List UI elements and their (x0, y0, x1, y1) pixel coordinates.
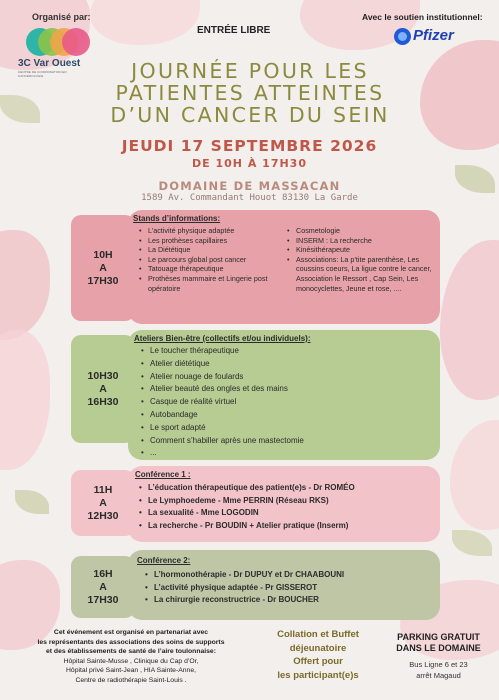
session-title-2: Ateliers Bien-être (collectifs et/ou individuels): (134, 334, 311, 343)
bus-info: Bus Ligne 6 et 23 arrêt Magaud (409, 660, 468, 680)
parking-info: PARKING GRATUIT DANS LE DOMAINE (396, 632, 481, 653)
event-hours: DE 10H À 17H30 (192, 157, 307, 170)
support-label: Avec le soutien institutionnel: (362, 12, 483, 22)
conference-2-list (144, 569, 434, 607)
list-item: • Le toucher thérapeutique (140, 345, 435, 358)
logo-name: 3C Var Ouest (18, 58, 81, 69)
list-item: • L’éducation thérapeutique des patient(e)s - Dr ROMÉO (138, 482, 436, 495)
stands-list-col1 (138, 226, 280, 293)
stands-list-col2 (286, 226, 438, 293)
list-item: • Atelier diététique (140, 358, 435, 371)
list-item: • Prothèses mammaire et Lingerie post opératoire (138, 274, 280, 293)
title-line-2: PATIENTES ATTEINTES (115, 81, 385, 105)
list-item: • Associations: La p’tite parenthèse, Les coussins coeurs, La ligue contre le cancer, Association le Ressort , Cap Sein, Les monocyclettes, Jeune et rose, .... (286, 255, 438, 293)
list-item: • Cosmetologie (286, 226, 438, 236)
list-item: • Le Lymphoedeme - Mme PERRIN (Réseau RKS) (138, 495, 436, 508)
list-item: • Atelier beauté des ongles et des mains (140, 383, 435, 396)
logo-subtitle: CENTRE DE COORDINATION EN CANCÉROLOGIE (18, 70, 67, 78)
list-item: • ... (140, 447, 435, 460)
list-item: • La recherche - Pr BOUDIN + Atelier pratique (Inserm) (138, 520, 436, 533)
session-time-4: 16H A 17H30 (71, 556, 135, 618)
sponsor-name: Pfizer (413, 27, 454, 44)
partners-text: Cet événement est organisé en partenariat avec les représentants des associations des soins de supports et des établissements de santé de l’aire toulonnaise: Hôpital Sainte-Musse , Clinique du Cap d’Or, Hôpital privé Saint-Jean , HIA Sainte-Anne, Centre de radiothérapie Saint-Louis . (37, 629, 225, 684)
conference-1-list (138, 482, 436, 532)
list-item: • Kinésithérapeute (286, 245, 438, 255)
list-item: • Tatouage thérapeutique (138, 264, 280, 274)
session-time-1: 10H A 17H30 (71, 215, 135, 321)
buffet-info: Collation et Buffet déjeunatoire Offert pour les participant(e)s (277, 629, 359, 681)
list-item: • Le parcours global post cancer (138, 255, 280, 265)
venue-address: 1589 Av. Commandant Houot 83130 La Garde (141, 193, 358, 203)
venue-name: DOMAINE DE MASSACAN (158, 179, 341, 193)
workshops-list (140, 345, 435, 460)
list-item: • Atelier nouage de foulards (140, 371, 435, 384)
free-entry-label: ENTRÉE LIBRE (197, 25, 271, 36)
session-time-3: 11H A 12H30 (71, 470, 135, 536)
list-item: • Comment s’habiller après une mastectomie (140, 435, 435, 448)
session-time-2: 10H30 A 16H30 (71, 335, 135, 443)
list-item: • Les prothèses capillaires (138, 236, 280, 246)
list-item: • Casque de réalité virtuel (140, 396, 435, 409)
session-title-1: Stands d’informations: (133, 214, 221, 223)
list-item: • La sexualité - Mme LOGODIN (138, 507, 436, 520)
session-title-4: Conférence 2: (137, 556, 191, 565)
title-line-3: D’UN CANCER DU SEIN (110, 103, 390, 127)
list-item: • Autobandage (140, 409, 435, 422)
list-item: • INSERM : La recherche (286, 236, 438, 246)
pfizer-logo-icon (394, 28, 411, 45)
list-item: • La chirurgie reconstructrice - Dr BOUCHER (144, 594, 434, 607)
list-item: • Le sport adapté (140, 422, 435, 435)
list-item: • L’hormonothérapie - Dr DUPUY et Dr CHAABOUNI (144, 569, 434, 582)
session-title-3: Conférence 1 : (135, 470, 191, 479)
event-date: JEUDI 17 SEPTEMBRE 2026 (121, 137, 378, 155)
list-item: • La Diététique (138, 245, 280, 255)
organised-by-label: Organisé par: (32, 12, 91, 22)
list-item: • L’activité physique adaptée - Pr GISSEROT (144, 582, 434, 595)
title-line-1: JOURNÉE POUR LES (131, 59, 369, 83)
list-item: • L’activité physique adaptée (138, 226, 280, 236)
